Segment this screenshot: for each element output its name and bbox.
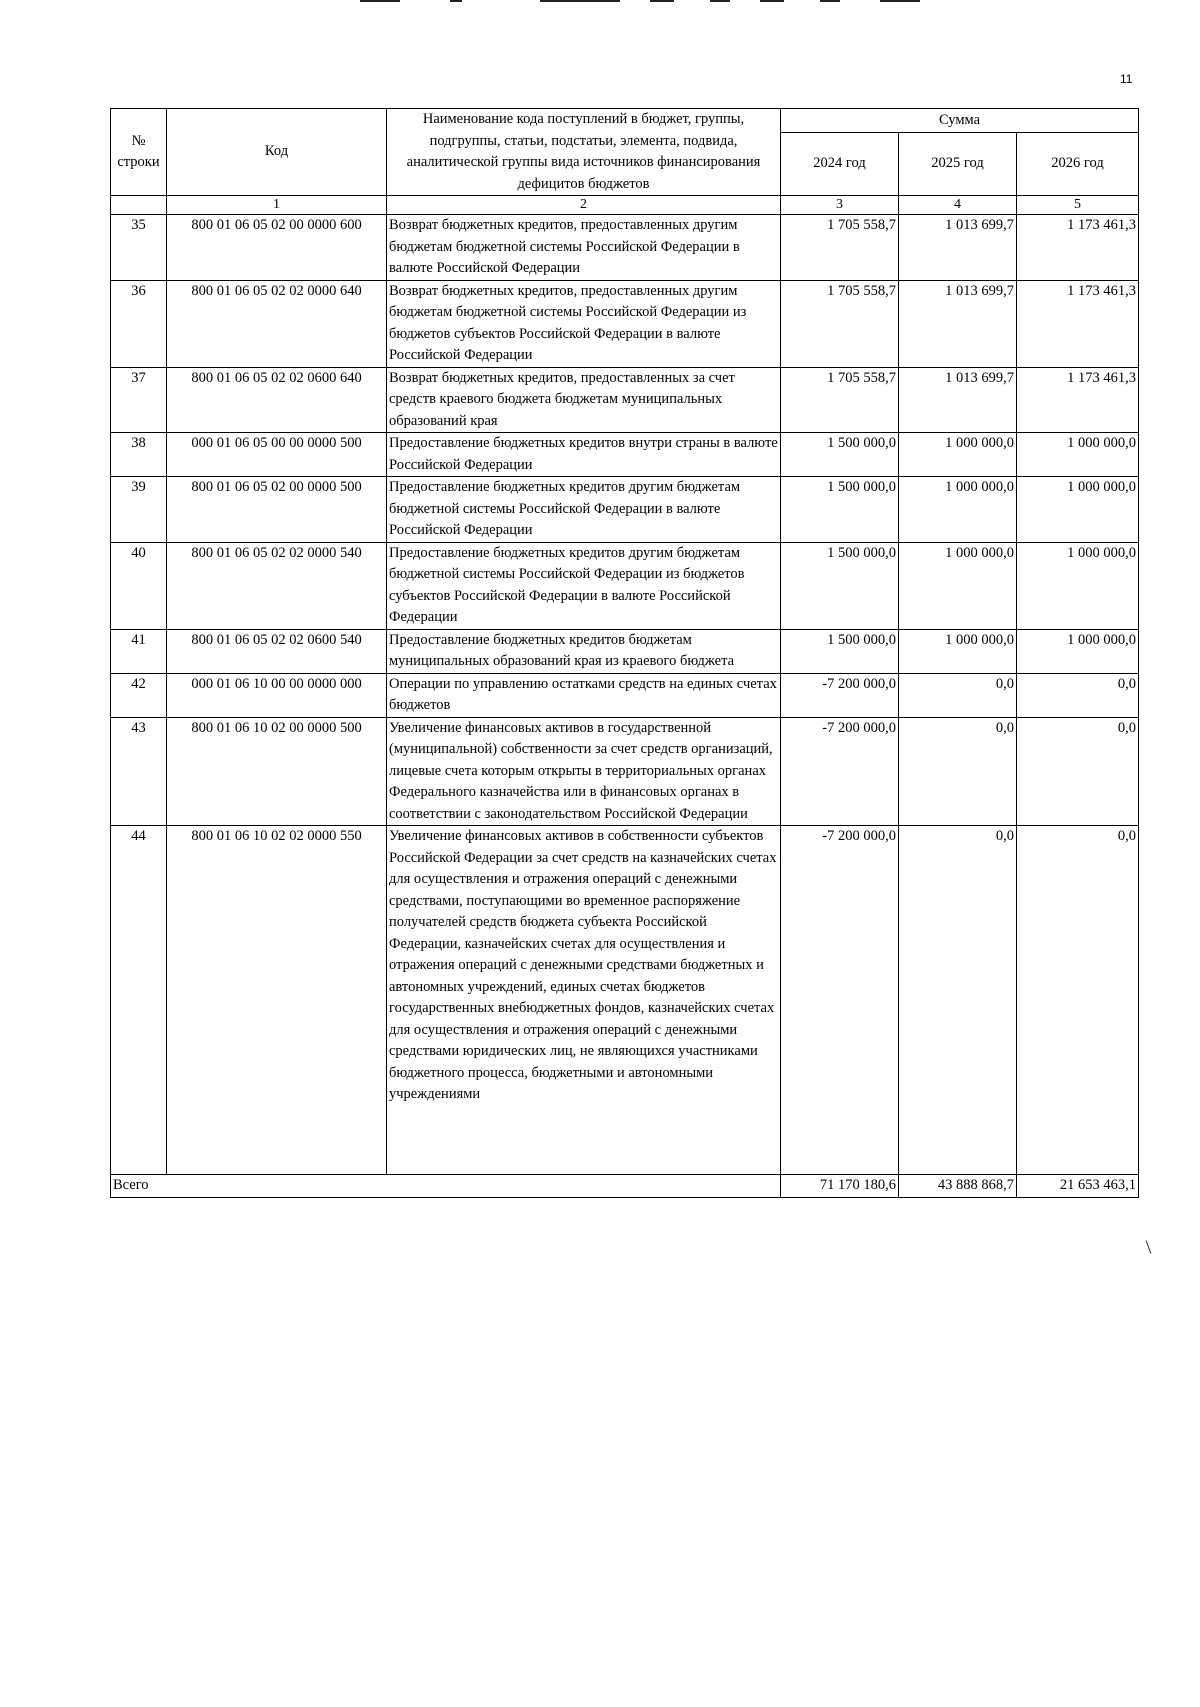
total-amount-2024: 71 170 180,6	[781, 1175, 899, 1198]
row-amount-2025: 1 000 000,0	[899, 629, 1017, 673]
table-row	[111, 673, 1139, 717]
row-amount-2025: 1 000 000,0	[899, 477, 1017, 543]
table-row	[111, 367, 1139, 433]
total-amount-2026: 21 653 463,1	[1017, 1175, 1139, 1198]
column-number: 3	[781, 196, 899, 215]
row-amount-2025: 0,0	[899, 717, 1017, 826]
row-name: Предоставление бюджетных кредитов другим бюджетам бюджетной системы Российской Федерации из бюджетов субъектов Российской Федерации в валюте Российской Федерации	[387, 542, 781, 629]
row-amount-2026: 1 000 000,0	[1017, 629, 1139, 673]
row-amount-2025: 0,0	[899, 673, 1017, 717]
row-amount-2024: 1 705 558,7	[781, 280, 899, 367]
header-year-2024: 2024 год	[781, 133, 899, 196]
row-amount-2026: 1 000 000,0	[1017, 433, 1139, 477]
row-amount-2026: 0,0	[1017, 826, 1139, 1175]
column-number: 2	[387, 196, 781, 215]
row-amount-2025: 1 000 000,0	[899, 433, 1017, 477]
column-number: 4	[899, 196, 1017, 215]
header-code: Код	[167, 109, 387, 196]
row-name: Возврат бюджетных кредитов, предоставленных другим бюджетам бюджетной системы Российской Федерации в валюте Российской Федерации	[387, 215, 781, 281]
row-amount-2026: 1 173 461,3	[1017, 367, 1139, 433]
table-row	[111, 826, 1139, 1175]
column-number: 1	[167, 196, 387, 215]
table-row	[111, 215, 1139, 281]
total-row	[111, 1175, 1139, 1198]
row-code: 000 01 06 05 00 00 0000 500	[167, 433, 387, 477]
row-amount-2024: 1 705 558,7	[781, 367, 899, 433]
row-amount-2026: 0,0	[1017, 717, 1139, 826]
header-row-number: № строки	[111, 109, 167, 196]
row-amount-2026: 1 173 461,3	[1017, 280, 1139, 367]
row-code: 000 01 06 10 00 00 0000 000	[167, 673, 387, 717]
row-name: Возврат бюджетных кредитов, предоставленных за счет средств краевого бюджета бюджетам муниципальных образований края	[387, 367, 781, 433]
row-amount-2024: 1 500 000,0	[781, 477, 899, 543]
row-number: 38	[111, 433, 167, 477]
row-amount-2025: 1 013 699,7	[899, 367, 1017, 433]
row-amount-2026: 1 000 000,0	[1017, 477, 1139, 543]
row-name: Операции по управлению остатками средств на единых счетах бюджетов	[387, 673, 781, 717]
table-row	[111, 542, 1139, 629]
row-number: 39	[111, 477, 167, 543]
row-amount-2026: 1 173 461,3	[1017, 215, 1139, 281]
row-amount-2024: 1 500 000,0	[781, 629, 899, 673]
row-number: 44	[111, 826, 167, 1175]
row-name: Увеличение финансовых активов в собственности субъектов Российской Федерации за счет средств на казначейских счетах для осуществления и отражения операций с денежными средствами, поступающими во временное распоряжение получателей средств бюджета субъекта Российской Федерации, казначейских счетах для осуществления и отражения операций с денежными средствами бюджетных и автономных учреждений, единых счетах бюджетов государственных внебюджетных фондов, казначейских счетах для осуществления и отражения операций с денежными средствами юридических лиц, не являющихся участниками бюджетного процесса, бюджетными и автономными учреждениями	[387, 826, 781, 1175]
row-number: 36	[111, 280, 167, 367]
row-number: 40	[111, 542, 167, 629]
row-amount-2024: -7 200 000,0	[781, 826, 899, 1175]
table-row	[111, 280, 1139, 367]
row-name: Предоставление бюджетных кредитов бюджетам муниципальных образований края из краевого бюджета	[387, 629, 781, 673]
row-amount-2025: 1 000 000,0	[899, 542, 1017, 629]
row-number: 37	[111, 367, 167, 433]
table-row	[111, 629, 1139, 673]
row-name: Предоставление бюджетных кредитов другим бюджетам бюджетной системы Российской Федерации в валюте Российской Федерации	[387, 477, 781, 543]
scan-stray-mark	[1146, 1240, 1152, 1253]
header-name: Наименование кода поступлений в бюджет, группы, подгруппы, статьи, подстатьи, элемента, подвида, аналитической группы вида источников финансирования дефицитов бюджетов	[387, 109, 781, 196]
row-name: Возврат бюджетных кредитов, предоставленных другим бюджетам бюджетной системы Российской Федерации из бюджетов субъектов Российской Федерации в валюте Российской Федерации	[387, 280, 781, 367]
header-year-2026: 2026 год	[1017, 133, 1139, 196]
header-sum: Сумма	[781, 109, 1139, 133]
row-code: 800 01 06 10 02 00 0000 500	[167, 717, 387, 826]
row-amount-2026: 1 000 000,0	[1017, 542, 1139, 629]
column-number: 5	[1017, 196, 1139, 215]
row-number: 35	[111, 215, 167, 281]
row-code: 800 01 06 05 02 02 0000 540	[167, 542, 387, 629]
row-number: 43	[111, 717, 167, 826]
row-code: 800 01 06 05 02 02 0600 540	[167, 629, 387, 673]
row-name: Предоставление бюджетных кредитов внутри страны в валюте Российской Федерации	[387, 433, 781, 477]
row-amount-2024: 1 500 000,0	[781, 542, 899, 629]
scan-edge-marks	[360, 0, 960, 4]
row-number: 42	[111, 673, 167, 717]
row-amount-2024: 1 500 000,0	[781, 433, 899, 477]
row-amount-2025: 0,0	[899, 826, 1017, 1175]
budget-sources-table	[110, 108, 1139, 1198]
row-code: 800 01 06 10 02 02 0000 550	[167, 826, 387, 1175]
column-number	[111, 196, 167, 215]
row-amount-2026: 0,0	[1017, 673, 1139, 717]
row-amount-2024: -7 200 000,0	[781, 673, 899, 717]
page-number: 11	[1120, 72, 1133, 86]
row-name: Увеличение финансовых активов в государственной (муниципальной) собственности за счет средств организаций, лицевые счета которым открыты в территориальных органах Федерального казначейства или в финансовых органах в соответствии с законодательством Российской Федерации	[387, 717, 781, 826]
table-row	[111, 433, 1139, 477]
row-amount-2025: 1 013 699,7	[899, 215, 1017, 281]
total-amount-2025: 43 888 868,7	[899, 1175, 1017, 1198]
total-label: Всего	[111, 1175, 781, 1198]
row-amount-2024: -7 200 000,0	[781, 717, 899, 826]
row-code: 800 01 06 05 02 02 0000 640	[167, 280, 387, 367]
row-code: 800 01 06 05 02 02 0600 640	[167, 367, 387, 433]
row-number: 41	[111, 629, 167, 673]
row-code: 800 01 06 05 02 00 0000 600	[167, 215, 387, 281]
row-amount-2024: 1 705 558,7	[781, 215, 899, 281]
header-year-2025: 2025 год	[899, 133, 1017, 196]
row-amount-2025: 1 013 699,7	[899, 280, 1017, 367]
row-code: 800 01 06 05 02 00 0000 500	[167, 477, 387, 543]
table-row	[111, 477, 1139, 543]
table-row	[111, 717, 1139, 826]
